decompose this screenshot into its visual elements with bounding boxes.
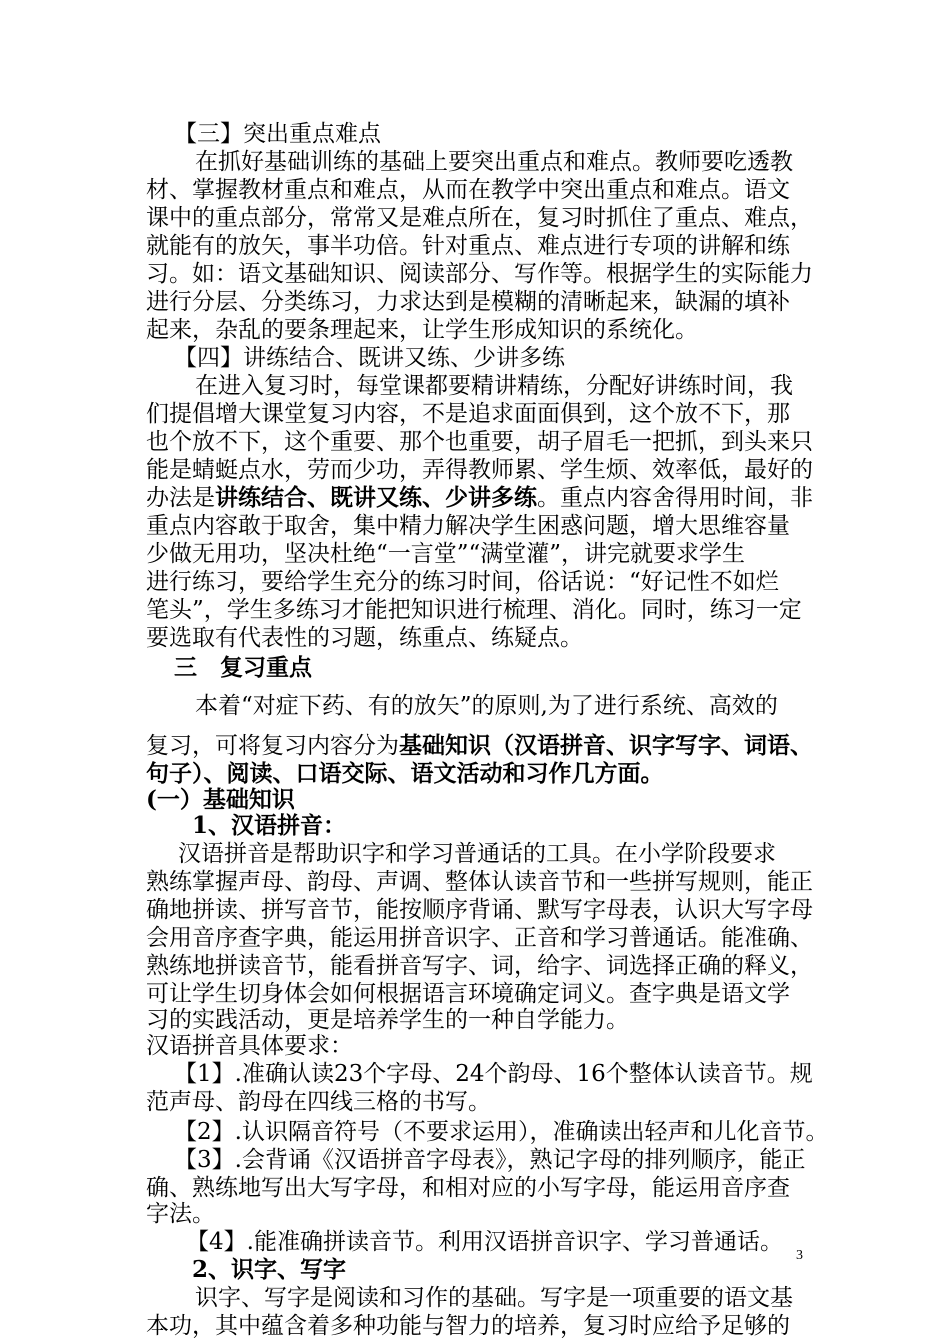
line-text: 确地拼读、拼写音节，能按顺序背诵、默写字母表，认识大写字母 [146,897,813,923]
paragraph-line [146,1006,806,1034]
paragraph-line [146,1088,806,1116]
paragraph-line [146,1312,806,1340]
line-text: 本着“对症下药、有的放矢”的原则,为了进行系统、高效的 [195,693,778,719]
line-text: 少做无用功，坚决杜绝“一言堂”“满堂灌”，讲完就要求学生 [146,541,746,567]
requirement-item-1 [174,1060,834,1088]
line-text: 重点内容敢于取舍，集中精力解决学生困惑问题，增大思维容量 [146,513,790,539]
line-text: 习的实践活动，更是培养学生的一种自学能力。 [146,1007,629,1033]
emphasis-text: 讲练结合、既讲又练、少讲多练 [215,484,537,511]
heading-text: 【四】讲练结合、既讲又练、少讲多练 [174,345,565,371]
paragraph-line [146,400,806,428]
line-text: 熟练地拼读音节，能看拼音写字、词，给字、词选择正确的释义， [146,953,813,979]
paragraph-line [146,260,813,288]
paragraph-line [146,1174,806,1202]
paragraph-line [146,596,806,624]
page-number: 3 [796,1248,803,1263]
line-text: 就能有的放矢，事半功倍。针对重点、难点进行专项的讲解和练 [146,233,790,259]
line-text: 也个放不下，这个重要、那个也重要，胡子眉毛一把抓，到头来只 [146,429,813,455]
heading-text: 2、识字、写字 [192,1256,347,1283]
paragraph-line [146,924,813,952]
section-heading-4 [174,344,834,372]
line-text: 【4】.能准确拼读音节。利用汉语拼音识字、学习普通话。 [186,1229,783,1255]
paragraph-line [146,512,806,540]
line-text: 本功，其中蕴含着多种功能与智力的培养，复习时应给予足够的 [146,1313,790,1339]
line-text: 笔头”，学生多练习才能把知识进行梳理、消化。同时，练习一定 [146,597,802,623]
line-text: 起来，杂乱的要条理起来，让学生形成知识的系统化。 [146,317,698,343]
paragraph-line [146,428,813,456]
paragraph-line [146,868,813,896]
line-text: 进行练习，要给学生充分的练习时间，俗话说：“好记性不如烂 [146,569,779,595]
paragraph-line [146,624,806,652]
paragraph-line [146,568,806,596]
line-text: 能是蜻蜓点水，劳而少功，弄得教师累、学生烦、效率低，最好的 [146,457,813,483]
line-text: 进行分层、分类练习，力求达到是模糊的清晰起来，缺漏的填补 [146,289,790,315]
line-text: 在进入复习时，每堂课都要精讲精练，分配好讲练时间，我 [195,373,793,399]
paragraph-line [146,176,806,204]
paragraph-line [146,204,813,232]
requirement-item-2 [174,1118,834,1146]
line-text: 习。如：语文基础知识、阅读部分、写作等。根据学生的实际能力 [146,261,813,287]
line-text: 要选取有代表性的习题，练重点、练疑点。 [146,625,583,651]
chapter-heading [174,654,834,682]
paragraph-line [146,896,813,924]
paragraph-line [146,540,806,568]
paragraph-line [146,952,813,980]
line-text: 。重点内容舍得用时间，非 [537,485,813,511]
line-text: 会用音序查字典，能运用拼音识字、正音和学习普通话。能准确、 [146,925,813,951]
paragraph-line [146,316,806,344]
line-text: 识字、写字是阅读和习作的基础。写字是一项重要的语文基 [195,1285,793,1311]
paragraph-line [146,456,813,484]
paragraph-line [146,232,806,260]
line-text: 汉语拼音是帮助识字和学习普通话的工具。在小学阶段要求 [178,841,776,867]
paragraph-line [146,1032,806,1060]
paragraph-line [146,288,806,316]
line-text: 【3】.会背诵《汉语拼音字母表》，熟记字母的排列顺序，能正 [174,1147,806,1173]
line-text: 范声母、韵母在四线三格的书写。 [146,1089,491,1115]
subsection-heading [192,1256,852,1284]
line-text: 在抓好基础训练的基础上要突出重点和难点。教师要吃透教 [195,149,793,175]
line-text: 熟练掌握声母、韵母、声调、整体认读音节和一些拼写规则，能正 [146,869,813,895]
line-text: 可让学生切身体会如何根据语言环境确定词义。查字典是语文学 [146,981,790,1007]
paragraph-line [146,760,806,788]
line-text: 课中的重点部分，常常又是难点所在，复习时抓住了重点、难点， [146,205,813,231]
heading-text: 【三】突出重点难点 [174,121,381,147]
paragraph-line [146,1200,806,1228]
line-text: 复习，可将复习内容分为 [146,733,399,759]
emphasis-text: 基础知识（汉语拼音、识字写字、词语、 [399,732,813,759]
requirement-item-4 [186,1228,846,1256]
line-text: 们提倡增大课堂复习内容，不是追求面面俱到，这个放不下，那 [146,401,790,427]
line-text: 确、熟练地写出大写字母，和相对应的小写字母，能运用音序查 [146,1175,790,1201]
line-text: 【2】.认识隔音符号（不要求运用），准确读出轻声和儿化音节。 [174,1119,829,1145]
line-text: 办法是 [146,485,215,511]
heading-text: 三 复习重点 [174,654,312,681]
paragraph-line [178,840,838,868]
paragraph-line [195,372,855,400]
paragraph-line [195,1284,855,1312]
emphasis-text: 句子）、阅读、口语交际、语文活动和习作几方面。 [146,760,664,787]
line-text: 汉语拼音具体要求： [146,1033,353,1059]
heading-text: 1、汉语拼音： [192,812,347,839]
line-text: 材、掌握教材重点和难点，从而在教学中突出重点和难点。语文 [146,177,790,203]
section-heading-3 [174,120,834,148]
subsection-heading [192,812,852,840]
paragraph-line [146,980,806,1008]
paragraph-line [146,484,813,512]
subsection-heading [146,786,806,814]
paragraph-line [195,148,855,176]
requirement-item-3 [174,1146,834,1174]
paragraph-line [146,732,813,760]
heading-text: (一）基础知识 [146,786,295,813]
line-text: 【1】.准确认读23个字母、24个韵母、16个整体认读音节。规 [174,1061,813,1087]
paragraph-line [195,692,855,720]
line-text: 字法。 [146,1201,215,1227]
